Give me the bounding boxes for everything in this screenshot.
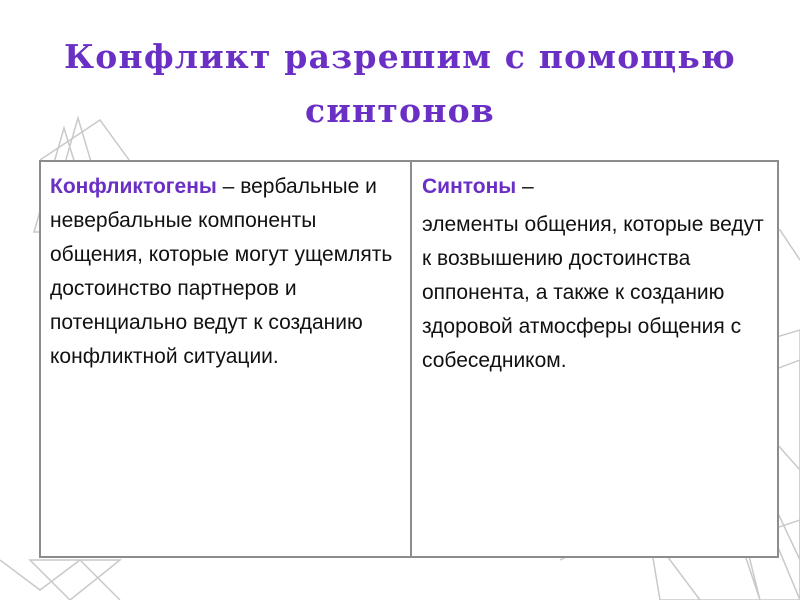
term-syntons: Синтоны xyxy=(422,175,517,198)
bg-triangle-left-3 xyxy=(30,560,120,600)
slide-title xyxy=(0,30,800,138)
title-line-1: Конфликт разрешим с помощью xyxy=(64,37,736,76)
definition-syntons: элементы общения, которые ведут к возвышению достоинства оппонента, а также к созданию здоровой атмосферы общения с собеседником. xyxy=(422,213,764,372)
bg-fold-left-2 xyxy=(0,560,120,600)
term-line-syntons xyxy=(422,170,767,204)
definition-conflictogens: вербальные и невербальные компоненты общения, которые могут ущемлять достоинство партнеров и потенциально ведут к созданию конфликтной ситуации. xyxy=(50,175,393,368)
term-dash-right: – xyxy=(516,175,534,198)
term-conflictogens: Конфликтогены xyxy=(50,175,217,198)
term-dash-left: – xyxy=(216,175,235,198)
table-cell-syntons xyxy=(412,162,777,556)
comparison-table xyxy=(39,160,779,558)
title-line-2: синтонов xyxy=(305,91,495,130)
table-cell-conflictogens xyxy=(41,162,412,556)
